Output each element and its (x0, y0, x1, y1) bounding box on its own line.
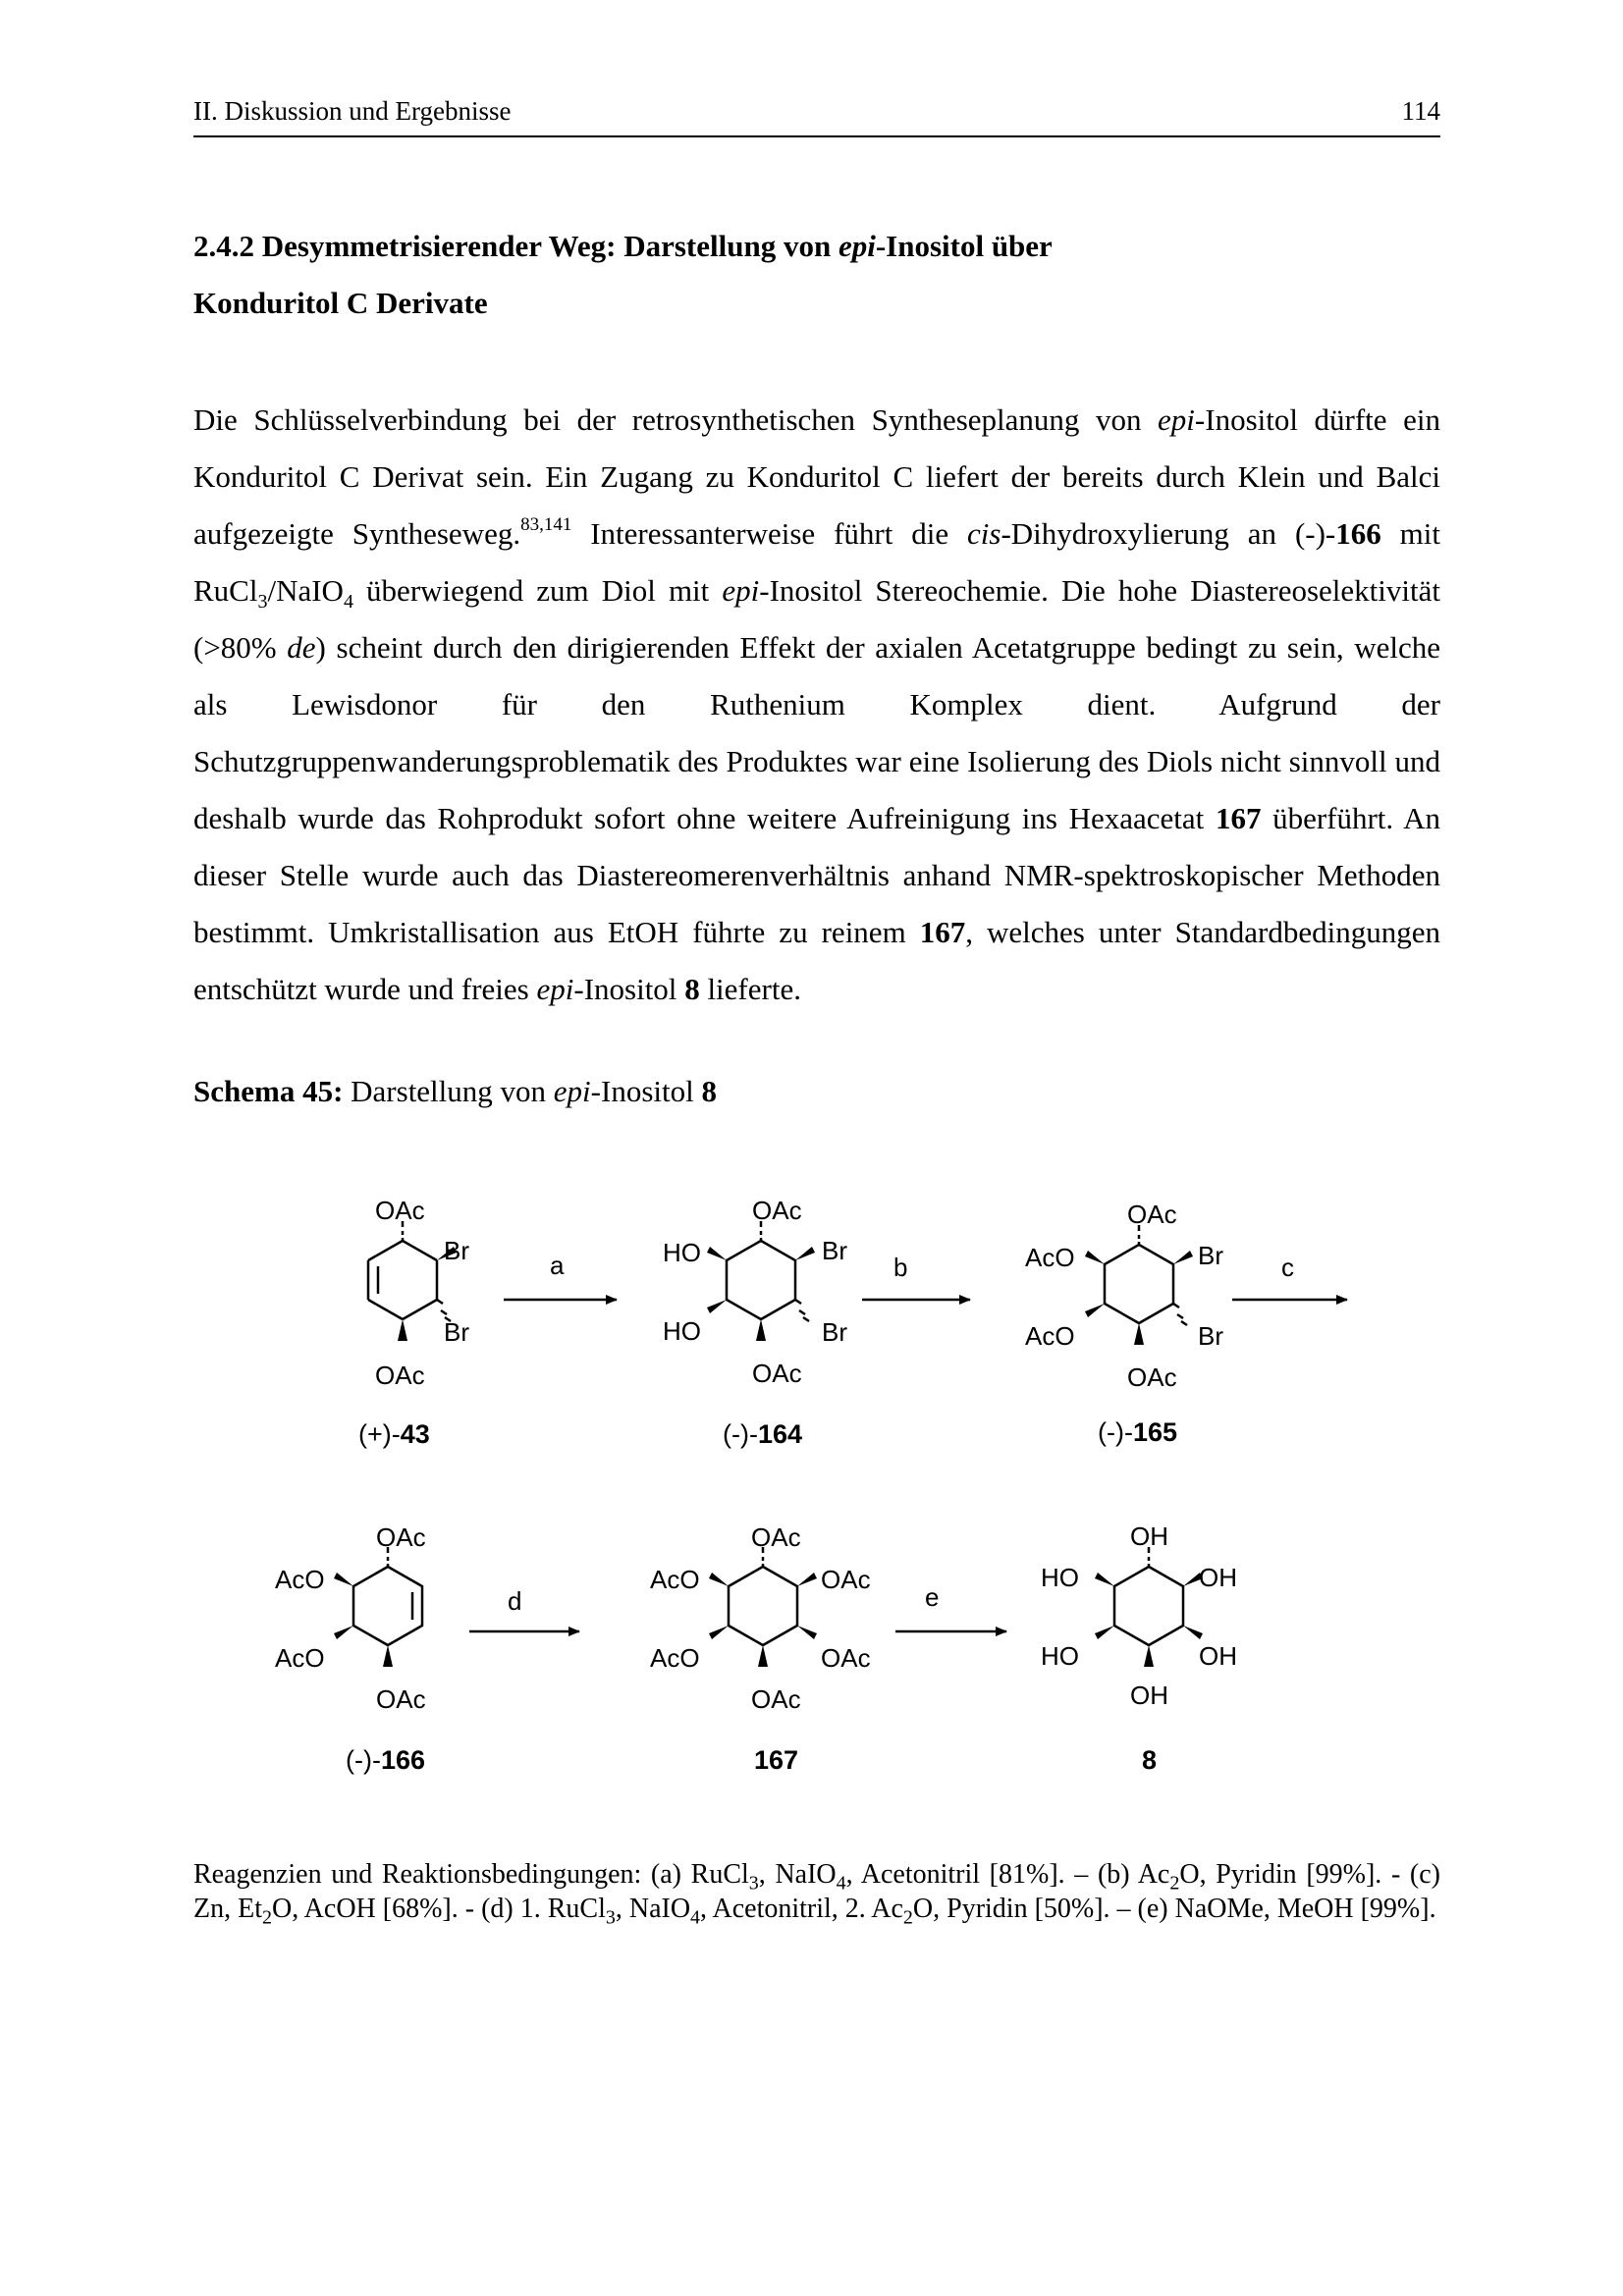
label-oac: OAc (376, 1684, 426, 1714)
schema-label: Schema 45: (193, 1074, 344, 1108)
body-paragraph: Die Schlüsselverbindung bei der retrosynthetischen Syntheseplanung von epi-Inositol dürfte ein Konduritol C Derivat sein. Ein Zugang zu Konduritol C liefert der bereits durch Klein und Balci aufgezeigte Syntheseweg.$^{83,141}$ Interessanterweise führt die cis-Dihydroxylierung an (-)-166 mit RuCl$_3$/NaIO$_4$ überwiegend zum Diol mit epi-Inositol Stereochemie. Die hohe Diastereoselektivität (>80% de) scheint durch den dirigierenden Effekt der axialen Acetatgruppe bedingt zu sein, welche als Lewisdonor für den Ruthenium Komplex dient. Aufgrund der Schutzgruppenwanderungsproblematik des Produktes war eine Isolierung des Diols nicht sinnvoll und deshalb wurde das Rohprodukt sofort ohne weitere Aufreinigung ins Hexaacetat 167 überführt. An dieser Stelle wurde auch das Diastereomerenverhältnis anhand NMR-spektroskopischer Methoden bestimmt. Umkristallisation aus EtOH führte zu reinem 167, welches unter Standardbedingungen entschützt wurde und freies epi-Inositol 8 lieferte. (193, 402, 1440, 1006)
label-oac: OAc (751, 1522, 801, 1552)
label-oac: OAc (752, 1359, 802, 1388)
label-ho: HO (663, 1316, 701, 1346)
label-oac: OAc (821, 1643, 871, 1673)
structure-43 (368, 1196, 469, 1390)
label-br: Br (1198, 1321, 1223, 1351)
arrow-label-b: b (893, 1253, 908, 1282)
label-aco: AcO (650, 1643, 700, 1673)
header-section-title: II. Diskussion und Ergebnisse (193, 96, 512, 126)
label-oac: OAc (376, 1522, 426, 1552)
compound-label-166: (-)-166 (346, 1745, 426, 1775)
label-br: Br (822, 1317, 847, 1347)
section-number: 2.4.2 (193, 229, 254, 263)
label-br: Br (822, 1236, 847, 1265)
label-ho: HO (663, 1238, 701, 1267)
label-aco: AcO (1025, 1243, 1075, 1272)
arrow-label-e: e (925, 1582, 940, 1612)
label-oh: OH (1130, 1681, 1168, 1710)
label-aco: AcO (650, 1565, 700, 1594)
structure-164 (663, 1196, 847, 1388)
structure-165 (1025, 1200, 1223, 1392)
reaction-conditions: Reagenzien und Reaktionsbedingungen: (a) RuCl$_3$, NaIO$_4$, Acetonitril [81%]. – (b) $Ac_2O$, Pyridin [99%]. - (c) Zn, $Et_2O$, AcOH [68%]. - (d) 1. RuCl$_3$, NaIO$_4$, Acetonitril, 2. $Ac_2O$, Pyridin [50%]. – (e) NaOMe, MeOH [99%]. (193, 1859, 1440, 1929)
section-heading-line2: Konduritol C Derivate (193, 286, 488, 320)
compound-label-167: 167 (754, 1745, 799, 1775)
label-br: Br (444, 1236, 469, 1265)
label-oac: OAc (375, 1361, 425, 1390)
page-number: 114 (1401, 96, 1440, 126)
compound-label-8: 8 (1142, 1745, 1158, 1775)
label-ho: HO (1041, 1563, 1079, 1592)
structure-167 (650, 1522, 871, 1714)
label-aco: AcO (275, 1643, 325, 1673)
label-ho: HO (1041, 1641, 1079, 1671)
label-oac: OAc (1127, 1362, 1177, 1392)
label-oac: OAc (751, 1684, 801, 1714)
structure-8 (1041, 1522, 1237, 1710)
label-oac: OAc (821, 1565, 871, 1594)
label-oac: OAc (375, 1196, 425, 1225)
schema-caption: Schema 45: Darstellung von epi-Inositol 8 (193, 1074, 717, 1108)
label-aco: AcO (1025, 1321, 1075, 1351)
label-br: Br (1198, 1241, 1223, 1270)
label-oac: OAc (752, 1196, 802, 1225)
arrow-label-a: a (550, 1251, 565, 1280)
label-br: Br (444, 1317, 469, 1347)
compound-label-164: (-)-164 (723, 1419, 803, 1449)
label-oh: OH (1130, 1522, 1168, 1551)
section-heading-line1: 2.4.2 Desymmetrisierender Weg: Darstellung von epi-Inositol über (193, 229, 1053, 263)
label-oac: OAc (1127, 1200, 1177, 1229)
arrow-label-c: c (1281, 1253, 1294, 1282)
citation-ref: 83,141 (520, 514, 572, 535)
arrow-label-d: d (508, 1586, 522, 1616)
compound-label-165: (-)-165 (1098, 1417, 1178, 1447)
label-oh: OH (1199, 1641, 1237, 1671)
label-aco: AcO (275, 1565, 325, 1594)
structure-166 (275, 1522, 426, 1714)
label-oh: OH (1199, 1563, 1237, 1592)
compound-label-43: (+)-43 (358, 1419, 430, 1449)
